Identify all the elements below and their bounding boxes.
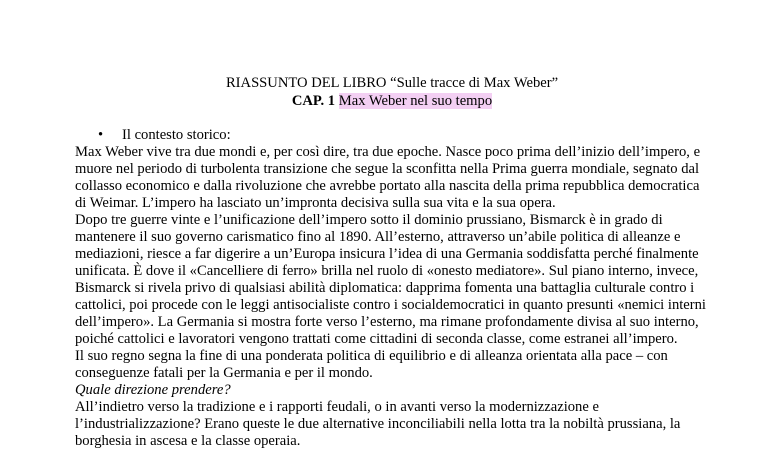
text-line: collasso economico e dalla rivoluzione che avrebbe portato alla nascita della prima repubblica democratica [75, 178, 700, 194]
text-line: mantenere il suo governo carismatico fino al 1890. All’esterno, attraverso un’abile politica di alleanze e [75, 229, 681, 245]
text-line: poiché cattolici e lavoratori vengono trattati come cittadini di seconda classe, come estranei all’impero. [75, 331, 678, 347]
body-text [75, 144, 715, 450]
text-line: Il suo regno segna la fine di una ponderata politica di equilibrio e di alleanza orientata alla pace – con [75, 348, 668, 364]
text-line: borghesia in ascesa e la classe operaia. [75, 433, 301, 449]
bullet-icon: • [98, 127, 104, 143]
text-line: mediazioni, riesce a far digerire a un’Europa insicura l’idea di una Germania soddisfatta perché finalmente [75, 246, 699, 262]
text-line: muore nel periodo di turbolenta transizione che segue la sconfitta nella Prima guerra mondiale, segnato dal [75, 161, 700, 177]
chapter-heading [0, 92, 784, 110]
text-line: l’industrializzazione? Erano queste le due alternative inconciliabili nella lotta tra la nobiltà prussiana, la [75, 416, 681, 432]
chapter-label: CAP. 1 [291, 93, 336, 109]
text-line: unificata. È dove il «Cancelliere di ferro» brilla nel ruolo di «onesto mediatore». Sul piano interno, invece, [75, 263, 699, 279]
text-line: Max Weber vive tra due mondi e, per così dire, tra due epoche. Nasce poco prima dell’inizio dell’impero, e [75, 144, 701, 160]
text-line: cattolici, poi procede con le leggi antisocialiste contro i socialdemocratici in quanto presunti «nemici interni [75, 297, 706, 313]
section-question: Quale direzione prendere? [75, 382, 231, 398]
text-line: conseguenze fatali per la Germania e per il mondo. [75, 365, 373, 381]
text-line: dell’impero». La Germania si mostra forte verso l’esterno, ma rimane profondamente divisa al suo interno, [75, 314, 699, 330]
text-line: di Weimar. L’impero ha lasciato un’impronta decisiva sulla sua vita e la sua opera. [75, 195, 556, 211]
text-line: Bismarck si rivela privo di qualsiasi abilità diplomatica: dapprima fomenta una battaglia culturale contro i [75, 280, 695, 296]
text-line: Dopo tre guerre vinte e l’unificazione dell’impero sotto il dominio prussiano, Bismarck è in grado di [75, 212, 663, 228]
chapter-name-highlighted: Max Weber nel suo tempo [338, 93, 493, 109]
bullet-item [98, 127, 231, 144]
document-title: RIASSUNTO DEL LIBRO “Sulle tracce di Max Weber” [225, 75, 559, 91]
bullet-text: Il contesto storico: [122, 127, 231, 143]
text-line: All’indietro verso la tradizione e i rapporti feudali, o in avanti verso la modernizzazione e [75, 399, 599, 415]
